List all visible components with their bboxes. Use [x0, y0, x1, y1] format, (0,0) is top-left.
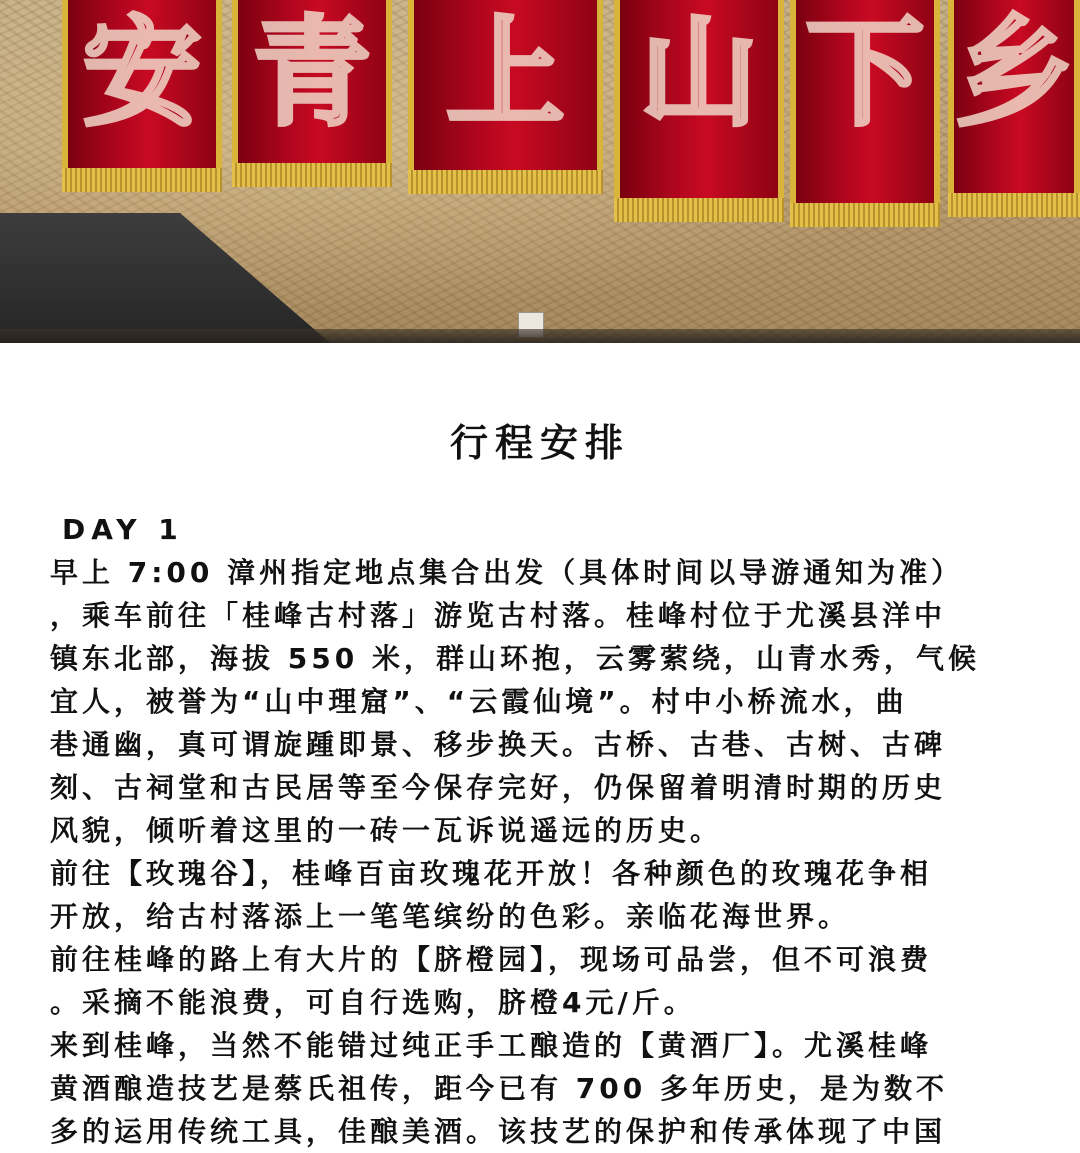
itinerary-line: 黄酒酿造技艺是蔡氏祖传，距今已有 700 多年历史，是为数不 — [50, 1072, 948, 1105]
itinerary-line: 前往【玫瑰谷】，桂峰百亩玫瑰花开放！各种颜色的玫瑰花争相 — [50, 857, 933, 890]
banner-character: 下 — [805, 4, 924, 142]
itinerary-line: 来到桂峰，当然不能错过纯正手工酿造的【黄酒厂】。尤溪桂峰 — [50, 1029, 933, 1062]
itinerary-line: 前往桂峰的路上有大片的【脐橙园】，现场可品尝，但不可浪费 — [50, 943, 933, 976]
itinerary-line: 早上 7:00 漳州指定地点集合出发（具体时间以导游通知为准） — [50, 556, 964, 589]
staircase-shadow — [0, 213, 330, 343]
banner-character: 上 — [446, 4, 565, 142]
itinerary-line: 。采摘不能浪费，可自行选购，脐橙4元/斤。 — [50, 986, 696, 1019]
itinerary-line: 开放，给古村落添上一笔笔缤纷的色彩。亲临花海世界。 — [50, 900, 851, 933]
floor-edge — [0, 329, 1080, 343]
itinerary-line: 多的运用传统工具，佳酿美酒。该技艺的保护和传承体现了中国 — [50, 1115, 947, 1148]
itinerary-line: 刻、古祠堂和古民居等至今保存完好，仍保留着明清时期的历史 — [50, 771, 947, 804]
itinerary-text — [50, 508, 1060, 1153]
banner-character: 青 — [252, 4, 371, 142]
red-banner-4 — [614, 0, 784, 200]
itinerary-line: 镇东北部，海拔 550 米，群山环抱，云雾萦绕，山青水秀，气候 — [50, 642, 980, 675]
banner-character: 乡 — [954, 4, 1073, 142]
itinerary-line: 宜人，被誉为“山中理窟”、“云霞仙境”。村中小桥流水，曲 — [50, 685, 908, 718]
banner-character: 山 — [639, 4, 758, 142]
red-banner-2 — [232, 0, 392, 165]
itinerary-line: 巷通幽，真可谓旋踵即景、移步换天。古桥、古巷、古树、古碑 — [50, 728, 947, 761]
banner-character: 安 — [82, 4, 201, 142]
header-photo — [0, 0, 1080, 343]
itinerary-line: 风貌，倾听着这里的一砖一瓦诉说遥远的历史。 — [50, 814, 723, 847]
red-banner-6 — [948, 0, 1080, 195]
page-title: 行程安排 — [449, 421, 630, 465]
red-banner-1 — [62, 0, 222, 170]
red-banner-5 — [790, 0, 940, 205]
itinerary-line: ，乘车前往「桂峰古村落」游览古村落。桂峰村位于尤溪县洋中 — [50, 599, 947, 632]
red-banner-3 — [408, 0, 603, 172]
day-label: DAY 1 — [62, 513, 184, 546]
